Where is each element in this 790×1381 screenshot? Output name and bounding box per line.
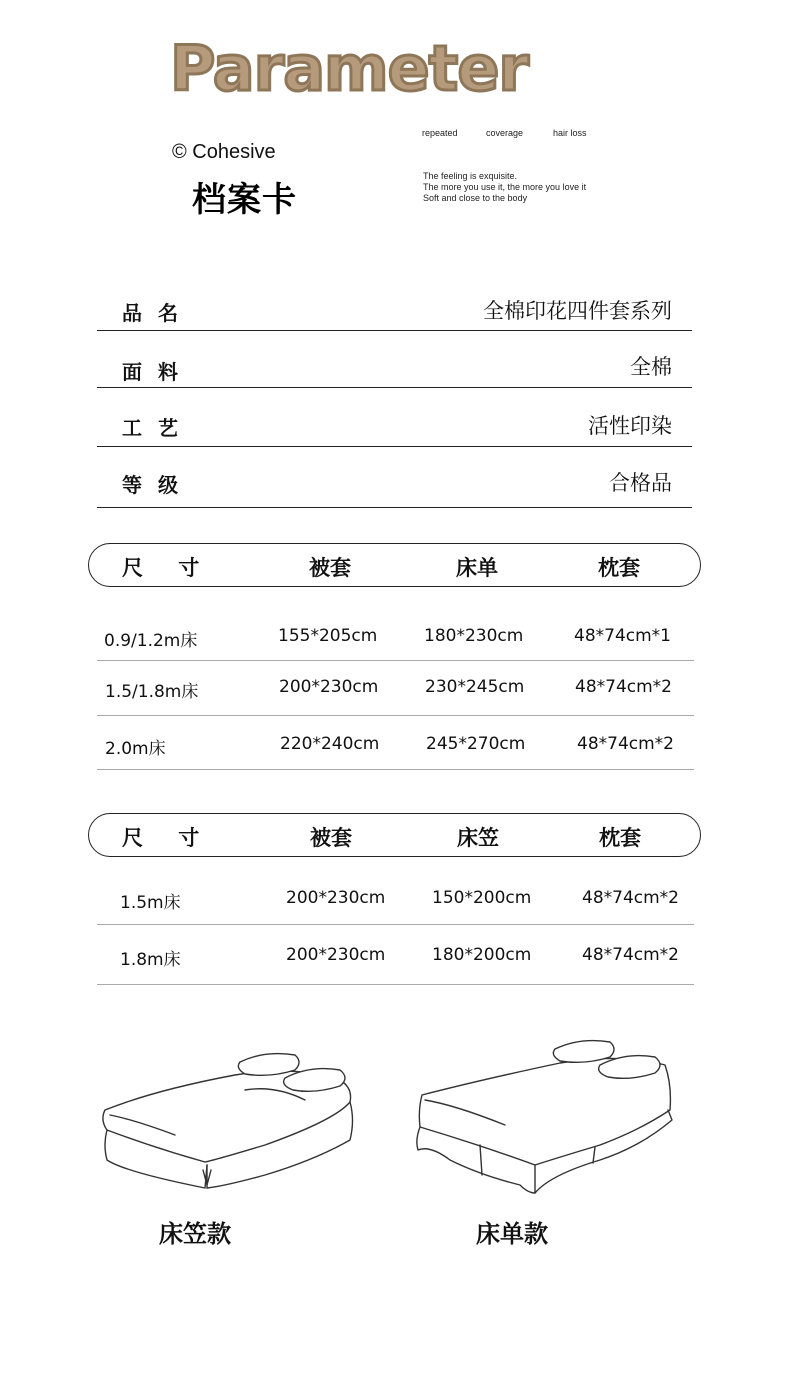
table2-header	[88, 813, 701, 857]
param-row-name	[97, 285, 692, 331]
duvet-cell: 200*230cm	[286, 945, 386, 965]
tagline-line: The feeling is exquisite.	[423, 171, 518, 181]
tag-coverage: coverage	[486, 128, 524, 138]
param-label: 工艺	[122, 416, 194, 440]
table-row	[97, 661, 694, 716]
table2-header-size: 尺 寸	[122, 826, 214, 850]
tag-hair-loss: hair loss	[553, 128, 587, 138]
pillow-cell: 48*74cm*1	[574, 626, 671, 646]
duvet-cell: 155*205cm	[278, 626, 378, 646]
sheet-cell: 180*230cm	[424, 626, 524, 646]
table-row	[97, 870, 694, 925]
param-value: 活性印染	[588, 414, 672, 438]
duvet-cell: 200*230cm	[286, 888, 386, 908]
table2-header-duvet: 被套	[310, 826, 352, 850]
flat-sheet-caption: 床单款	[476, 1220, 548, 1248]
table2-header-pillow: 枕套	[599, 826, 641, 850]
param-value: 合格品	[609, 471, 672, 495]
param-value: 全棉印花四件套系列	[483, 299, 672, 323]
size-cell: 0.9/1.2m床	[104, 631, 198, 651]
param-row-fabric	[97, 331, 692, 388]
table1-header-duvet: 被套	[309, 556, 351, 580]
table1-header-sheet: 床单	[456, 556, 498, 580]
table2-header-fitted: 床笠	[457, 826, 499, 850]
sheet-cell: 245*270cm	[426, 734, 526, 754]
table1-header-pillow: 枕套	[598, 556, 640, 580]
page-title: Parameter	[170, 32, 528, 105]
table1-header	[88, 543, 701, 587]
sheet-cell: 230*245cm	[425, 677, 525, 697]
pillow-cell: 48*74cm*2	[582, 945, 679, 965]
param-label: 等级	[122, 473, 194, 497]
duvet-cell: 200*230cm	[279, 677, 379, 697]
tagline-line: The more you use it, the more you love it	[423, 182, 587, 192]
pillow-cell: 48*74cm*2	[582, 888, 679, 908]
table-row	[97, 925, 694, 985]
param-value: 全棉	[630, 355, 672, 379]
fitted-cell: 180*200cm	[432, 945, 532, 965]
brand-name: © Cohesive	[172, 141, 276, 163]
fitted-sheet-bed-illustration	[95, 1040, 365, 1200]
duvet-cell: 220*240cm	[280, 734, 380, 754]
table1-header-size: 尺 寸	[122, 556, 214, 580]
tag-repeated: repeated	[422, 128, 458, 138]
tagline-line: Soft and close to the body	[423, 193, 528, 203]
param-row-craft	[97, 388, 692, 447]
size-cell: 2.0m床	[105, 739, 166, 759]
size-cell: 1.5/1.8m床	[105, 682, 199, 702]
size-cell: 1.8m床	[120, 950, 181, 970]
param-row-grade	[97, 447, 692, 508]
fitted-sheet-caption: 床笠款	[159, 1220, 231, 1248]
param-label: 面料	[122, 360, 194, 384]
pillow-cell: 48*74cm*2	[575, 677, 672, 697]
table-row	[97, 716, 694, 770]
flat-sheet-bed-illustration	[410, 1035, 685, 1200]
pillow-cell: 48*74cm*2	[577, 734, 674, 754]
tagline	[423, 171, 586, 204]
size-cell: 1.5m床	[120, 893, 181, 913]
table-row	[97, 614, 694, 661]
fitted-cell: 150*200cm	[432, 888, 532, 908]
param-label: 品名	[122, 301, 194, 325]
card-title: 档案卡	[192, 180, 297, 220]
